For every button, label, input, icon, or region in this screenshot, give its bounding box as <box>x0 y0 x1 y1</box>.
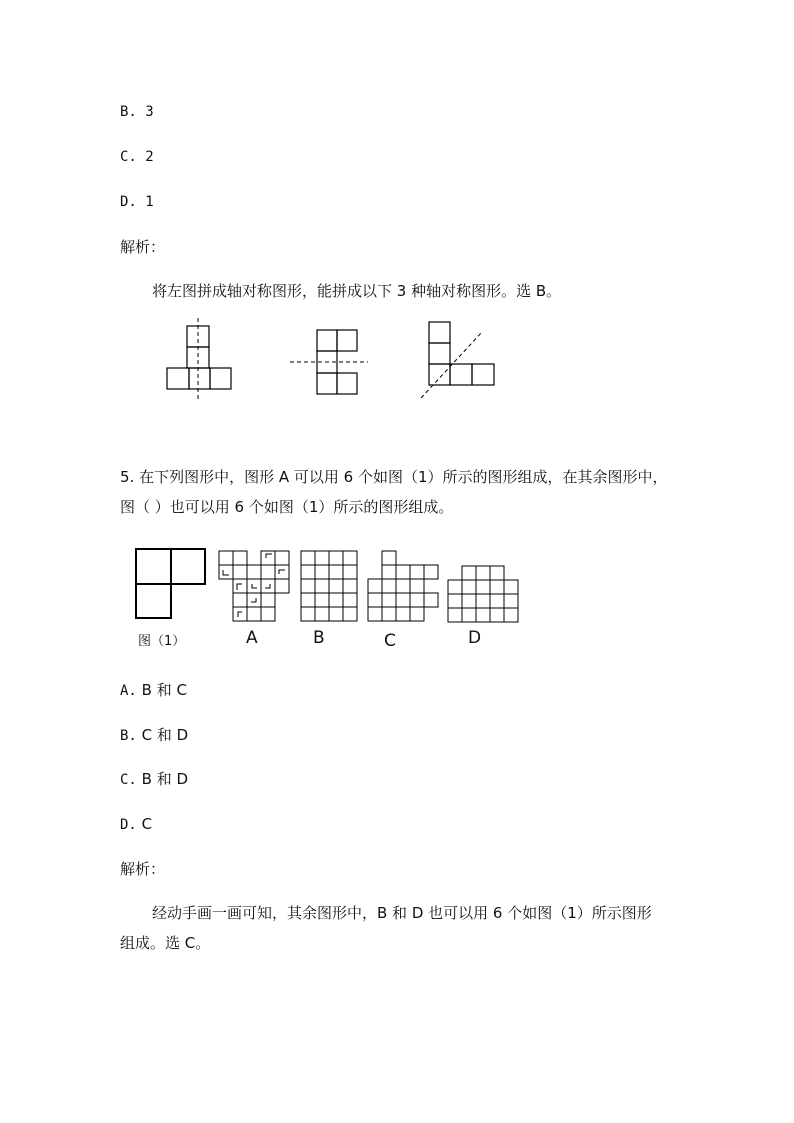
option-b: B. 3 <box>120 104 154 120</box>
analysis-label: 解析： <box>120 238 166 256</box>
q5-analysis-label: 解析： <box>120 860 166 878</box>
figure-d-label: D <box>468 628 482 648</box>
q5-analysis-line2: 组成。选 C。 <box>120 934 211 952</box>
q5-option-d: D. C <box>120 815 153 833</box>
symmetry-figure-1 <box>166 318 236 402</box>
figure-a-shape <box>218 550 294 622</box>
figure-c-label: C <box>384 631 396 651</box>
q5-option-a: A. B 和 C <box>120 681 187 699</box>
q5-option-b: B. C 和 D <box>120 726 189 744</box>
q5-stem-line2: 图（ ）也可以用 6 个如图（1）所示的图形组成。 <box>120 498 454 516</box>
symmetry-figure-3 <box>420 320 500 400</box>
q5-stem-line1: 5. 在下列图形中，图形 A 可以用 6 个如图（1）所示的图形组成，在其余图形中， <box>120 468 668 486</box>
option-c: C. 2 <box>120 149 154 165</box>
figure-c-shape <box>367 550 441 622</box>
figure-b-shape <box>300 550 360 622</box>
figure-a-label: A <box>246 628 258 648</box>
figure-b-label: B <box>313 628 325 648</box>
figure-1-label: 图（1） <box>138 634 186 649</box>
analysis-text: 将左图拼成轴对称图形，能拼成以下 3 种轴对称图形。选 B。 <box>152 282 562 300</box>
symmetry-figure-2 <box>290 328 370 398</box>
option-d: D. 1 <box>120 194 154 210</box>
q5-analysis-line1: 经动手画一画可知，其余图形中，B 和 D 也可以用 6 个如图（1）所示图形 <box>152 904 652 922</box>
figure-1-shape <box>135 548 207 620</box>
figure-d-shape <box>447 565 521 623</box>
q5-option-c: C. B 和 D <box>120 770 189 788</box>
